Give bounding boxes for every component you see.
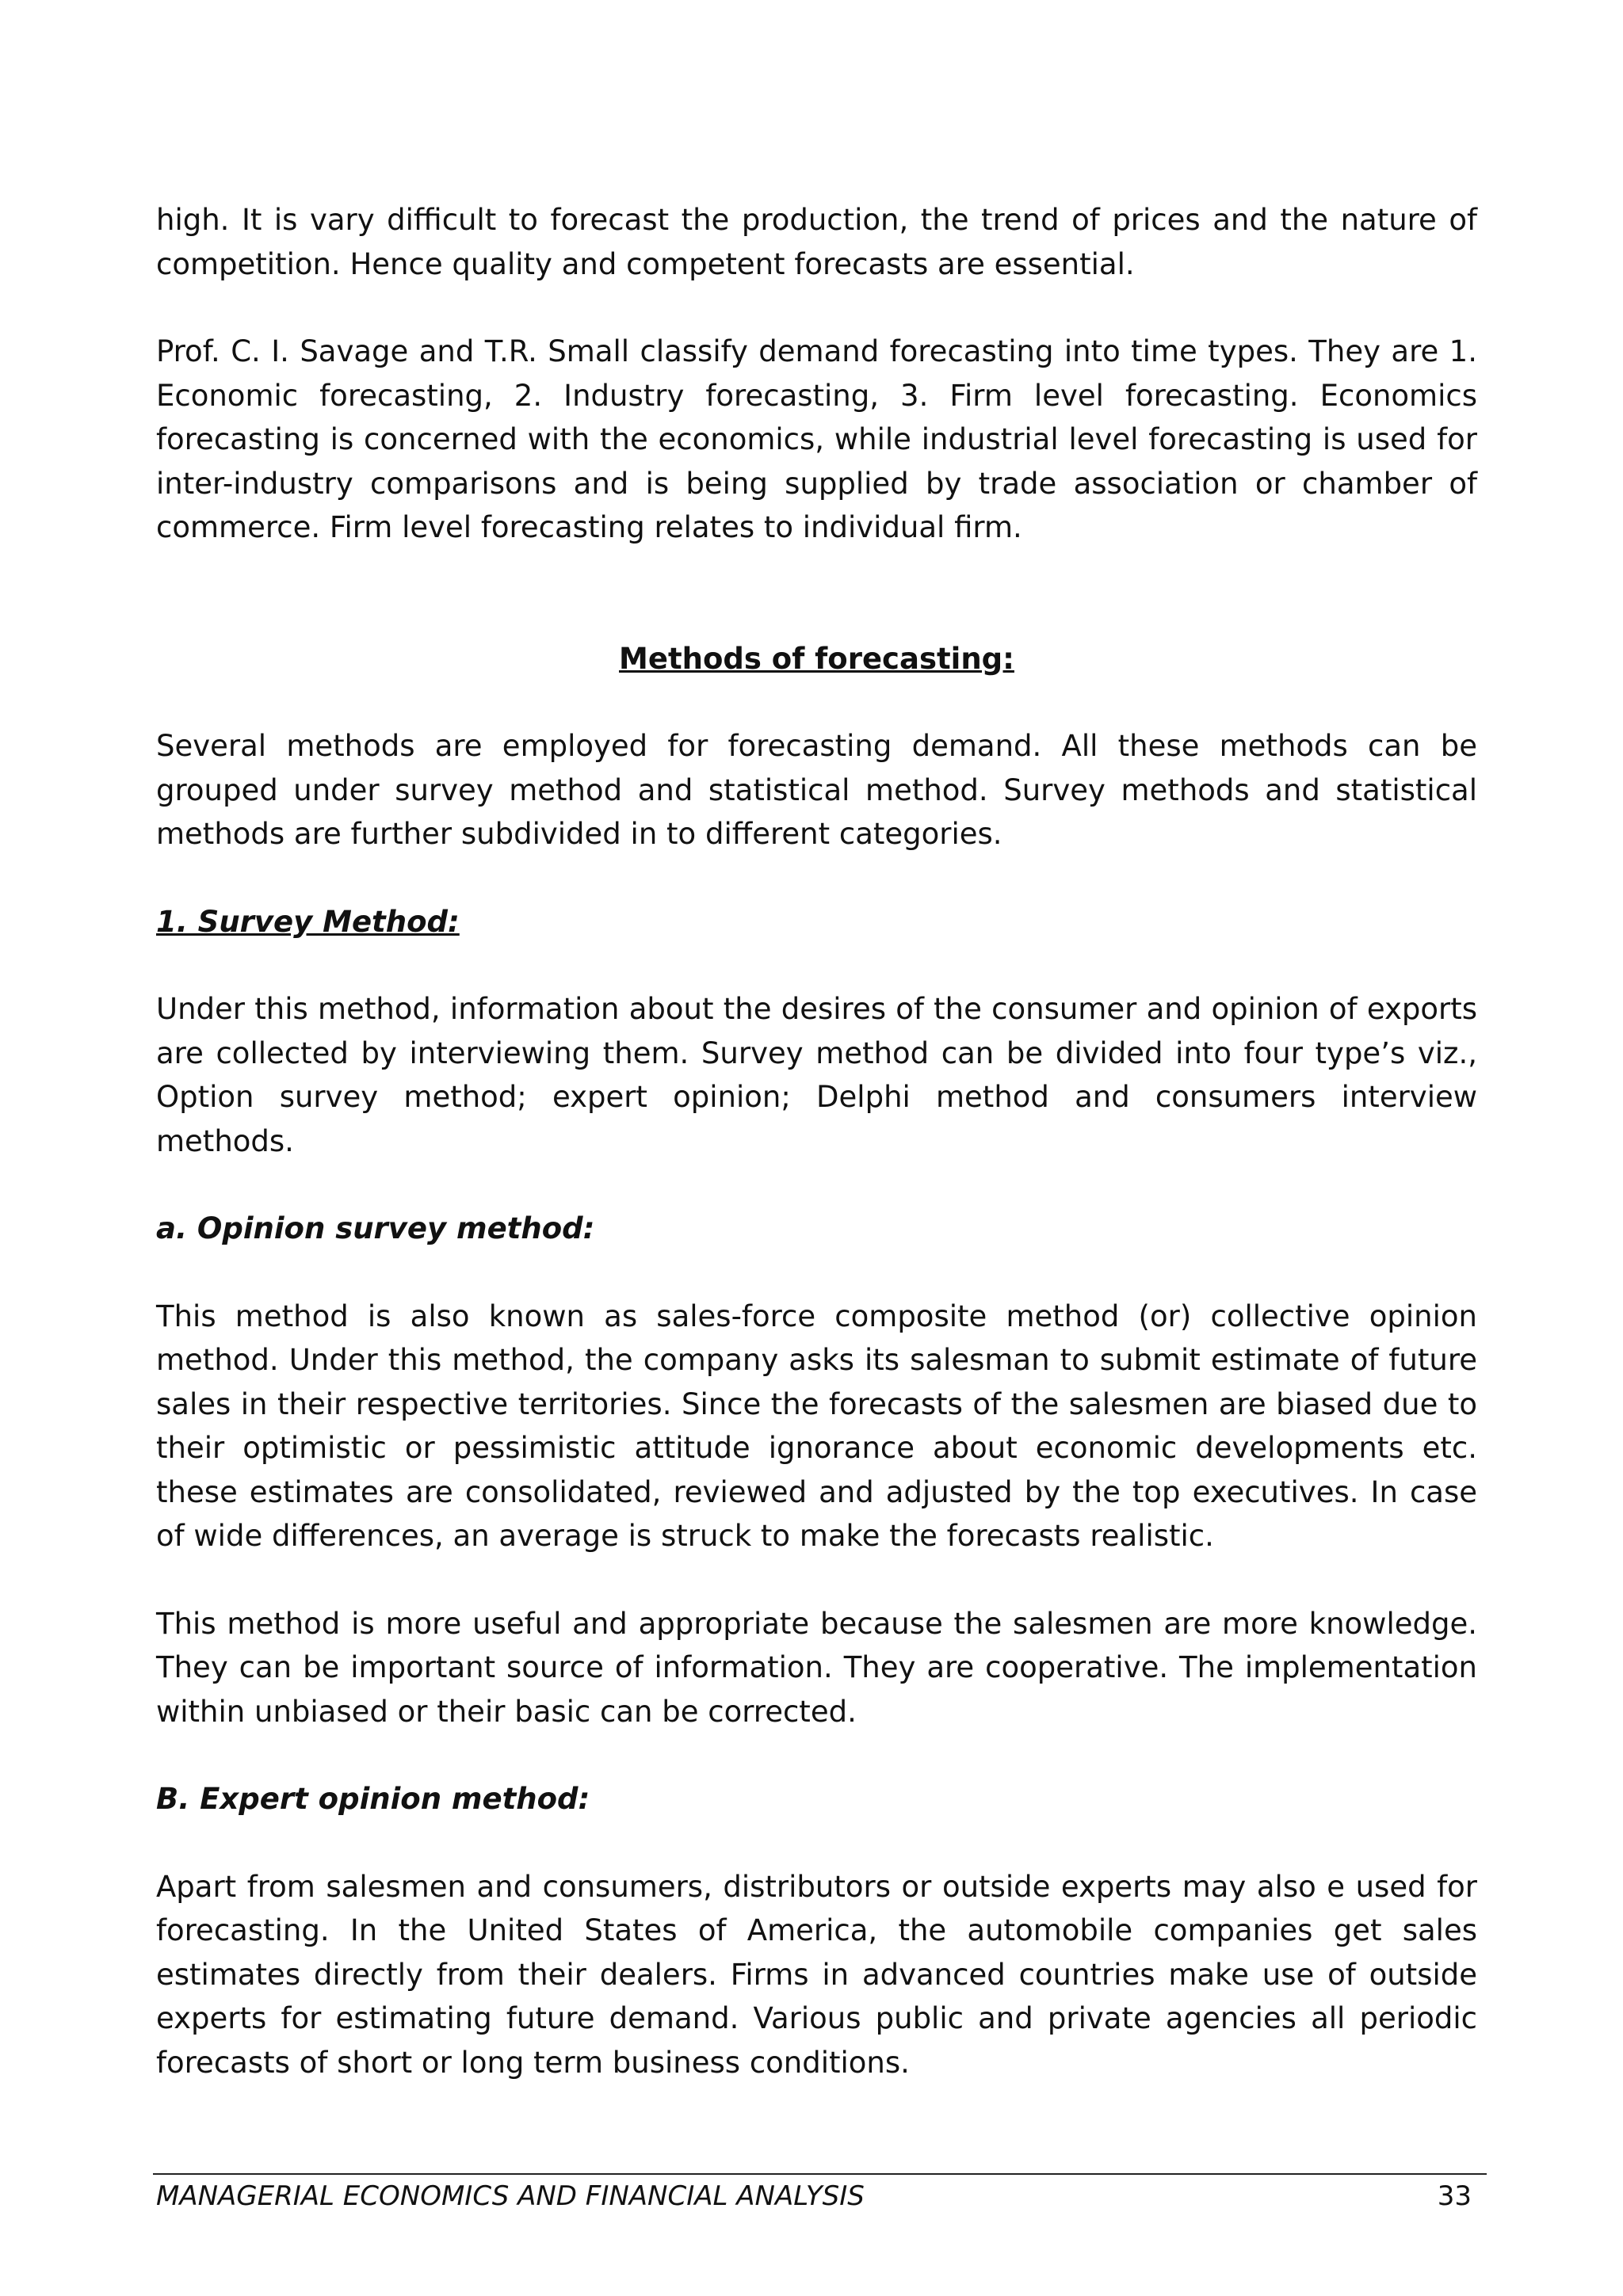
footer-title: MANAGERIAL ECONOMICS AND FINANCIAL ANALYSIS (156, 2180, 865, 2212)
paragraph-forecast-difficulty: high. It is vary difficult to forecast the production, the trend of prices and the nature of competition. Hence quality and competent forecasts are essential. (156, 203, 1477, 281)
paragraph-methods-intro: Several methods are employed for forecasting demand. All these methods can be grouped under survey method and statistical method. Survey methods and statistical methods are further subdivided in to different categories. (156, 729, 1477, 851)
footer-divider (153, 2173, 1487, 2175)
page-body (156, 198, 1477, 2084)
section-title-methods: Methods of forecasting: (619, 641, 1014, 676)
paragraph-opinion-survey: This method is also known as sales-force composite method (or) collective opinion method. Under this method, the company asks its salesman to submit estimate of future sales in their respective territories. Since the forecasts of the salesmen are biased due to their optimistic or pessimistic attitude ignorance about economic developments etc. these estimates are consolidated, reviewed and adjusted by the top executives. In case of wide differences, an average is struck to make the forecasts realistic. (156, 1299, 1477, 1553)
page-number: 33 (1437, 2180, 1472, 2212)
heading-expert-opinion: B. Expert opinion method: (156, 1782, 590, 1816)
heading-opinion-survey: a. Opinion survey method: (156, 1211, 595, 1245)
heading-survey-method: 1. Survey Method: (156, 904, 460, 939)
page-footer (156, 2179, 1472, 2214)
paragraph-expert-opinion: Apart from salesmen and consumers, distributors or outside experts may also e used for forecasting. In the United States of America, the automobile companies get sales estimates directly from their dealers. Firms in advanced countries make use of outside experts for estimating future demand. Various public and private agencies all periodic forecasts of short or long term business conditions. (156, 1869, 1477, 2080)
paragraph-opinion-usefulness: This method is more useful and appropriate because the salesmen are more knowledge. They can be important source of information. They are cooperative. The implementation within unbiased or their basic can be corrected. (156, 1606, 1477, 1729)
paragraph-survey-method: Under this method, information about the desires of the consumer and opinion of exports are collected by interviewing them. Survey method can be divided into four type’s viz., Option survey method; expert opinion; Delphi method and consumers interview methods. (156, 992, 1477, 1158)
paragraph-forecasting-types: Prof. C. I. Savage and T.R. Small classify demand forecasting into time types. They are 1. Economic forecasting, 2. Industry forecasting, 3. Firm level forecasting. Economics forecasting is concerned with the economics, while industrial level forecasting is used for inter-industry comparisons and is being supplied by trade association or chamber of commerce. Firm level forecasting relates to individual firm. (156, 334, 1477, 544)
